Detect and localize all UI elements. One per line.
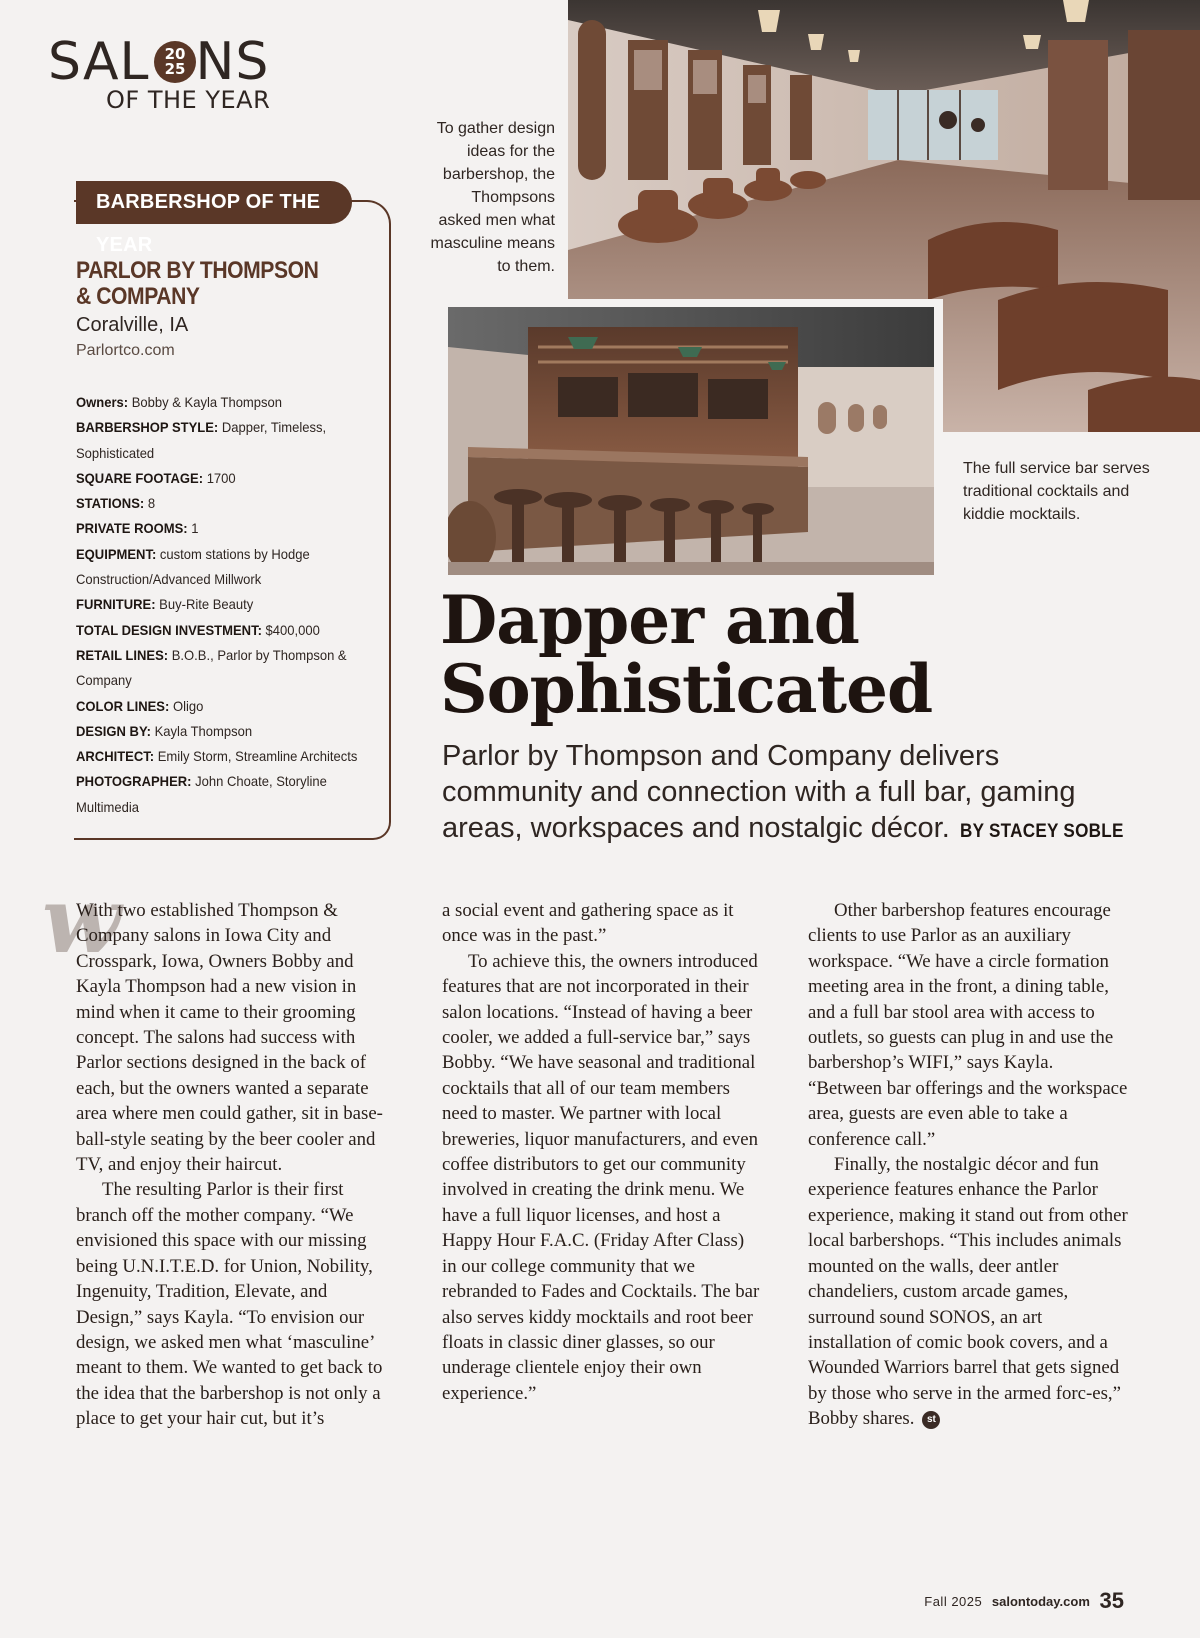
issue-label: Fall 2025: [924, 1594, 983, 1609]
fact-item: RETAIL LINES: B.O.B., Parlor by Thompson & Company: [76, 646, 347, 689]
drop-cap: w: [42, 866, 122, 974]
photo-caption-bar: The full service bar serves traditional cocktails and kiddie mocktails.: [963, 460, 1150, 523]
dek-text: Parlor by Thompson and Company delivers community and connection with a full bar, gaming areas, workspaces and nostalgic décor.: [442, 740, 1076, 844]
headline-line-1: Dapper and: [440, 581, 859, 659]
fact-item: STATIONS: 8: [76, 495, 156, 512]
logo-subtitle: OF THE YEAR: [106, 86, 271, 114]
final-paragraph-text: Finally, the nostalgic décor and fun experience features enhance the Parlor experience, making it stand out from other local barbershops. “This includes animals mounted on the walls, deer antler chandeliers, custom arcade games, surround sound SONOS, an art installation of comic book covers, and a Wounded Warriors barrel that gets signed by those who serve in the armed forc-es,” Bobby shares.: [808, 1154, 1128, 1430]
fact-item: SQUARE FOOTAGE: 1700: [76, 469, 236, 486]
fact-item: ARCHITECT: Emily Storm, Streamline Architects: [76, 748, 358, 765]
end-mark-icon: st: [922, 1411, 940, 1429]
fact-item: DESIGN BY: Kayla Thompson: [76, 722, 253, 739]
fact-item: EQUIPMENT: custom stations by Hodge Construction/Advanced Millwork: [76, 545, 310, 588]
fact-item: BARBERSHOP STYLE: Dapper, Timeless, Sophisticated: [76, 419, 327, 461]
salon-city: Coralville, IA: [76, 314, 189, 336]
photo-caption-top: To gather design ideas for the barbershop, the Thompsons asked men what masculine means to them.: [430, 120, 555, 275]
logo-word-right: NS: [195, 32, 270, 92]
year-badge-bottom: 25: [164, 60, 186, 78]
byline: BY STACEY SOBLE: [959, 821, 1124, 842]
article-headline: [440, 581, 1160, 728]
salons-of-the-year-logo: [48, 34, 288, 114]
logo-word-left: SAL: [48, 32, 150, 92]
body-column-3: [808, 898, 1128, 1432]
body-column-2: [442, 898, 762, 1406]
headline-line-2: Sophisticated: [440, 650, 933, 728]
fact-item: PRIVATE ROOMS: 1: [76, 520, 199, 537]
fact-item: COLOR LINES: Oligo: [76, 697, 204, 714]
page-footer: [924, 1588, 1124, 1614]
body-paragraph: Other barbershop features encourage clients to use Parlor as an auxiliary workspace. “We have a circle formation meeting area in the front, a dining table, and a full bar stool area with access to outlets, so guests can plug in and use the barbershop’s WIFI,” says Kayla. “Between bar offerings and the workspace area, guests are even able to take a conference call.”: [808, 900, 1128, 1150]
fact-item: PHOTOGRAPHER: John Choate, Storyline Multimedia: [76, 773, 327, 815]
body-paragraph: a social event and gathering space as it once was in the past.”: [442, 900, 734, 947]
body-paragraph: [808, 1152, 1128, 1431]
article-dek: [442, 738, 1142, 850]
body-column-1: [76, 898, 396, 1432]
body-paragraph: To achieve this, the owners introduced features that are not incorporated in their salon locations. “Instead of having a beer cooler, we added a full-service bar,” says Bobby. “We have seasonal and traditional cocktails that all of our team members need to master. We partner with local breweries, liquor manufacturers, and even coffee distributors to get our community involved in creating the drink menu. We have a full liquor licenses, and host a Happy Hour F.A.C. (Friday After Class) in our college community that we rebranded to Fades and Cocktails. The bar also serves kiddy mocktails and root beer floats in classic diner glasses, so our underage clientele enjoy their own experience.”: [442, 950, 760, 1404]
year-badge: [154, 41, 196, 83]
full-service-bar-photo: [448, 307, 934, 575]
body-paragraph: The resulting Parlor is their first branch off the mother company. “We envisioned this space with our missing being U.N.I.T.E.D. for Union, Nobility, Ingenuity, Tradition, Elevate, and Design,” says Kayla. “To envision our design, we asked men what ‘masculine’ meant to them. We wanted to get back to the idea that the barbershop is not only a place to get your hair cut, but it’s: [76, 1179, 383, 1430]
category-tag: BARBERSHOP OF THE YEAR: [76, 181, 352, 224]
body-paragraph: With two established Thompson & Company salons in Iowa City and Crosspark, Iowa, Owners Bobby and Kayla Thompson had a new vision in mind when it came to their grooming concept. The salons had success with Parlor sections designed in the back of each, but the owners wanted a separate area where men could gather, sit in base-ball-style seating by the beer cooler and TV, and enjoy their haircut.: [76, 900, 383, 1176]
fact-item: FURNITURE: Buy-Rite Beauty: [76, 596, 254, 613]
site-link[interactable]: salontoday.com: [991, 1594, 1090, 1609]
page-number: 35: [1099, 1588, 1124, 1613]
year-badge-top: 20: [164, 45, 186, 63]
salon-website-link[interactable]: Parlortco.com: [76, 342, 175, 359]
fact-list: [76, 390, 386, 820]
salon-name: PARLOR BY THOMPSON & COMPANY: [76, 257, 319, 310]
fact-item: TOTAL DESIGN INVESTMENT: $400,000: [76, 621, 320, 638]
fact-item: Owners: Bobby & Kayla Thompson: [76, 394, 283, 410]
